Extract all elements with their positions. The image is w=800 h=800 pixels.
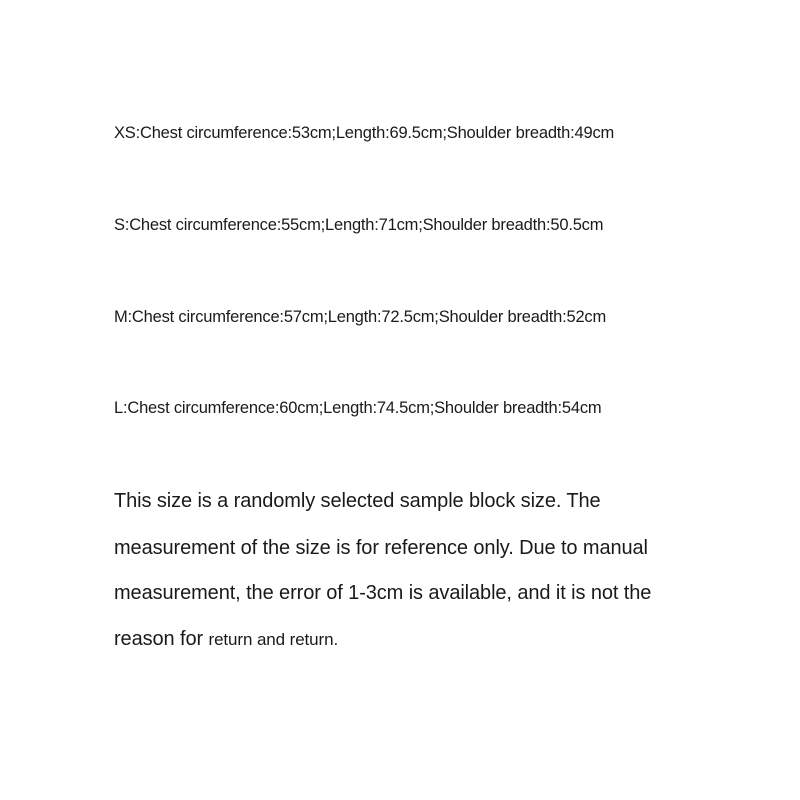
size-xs-measurements: XS:Chest circumference:53cm;Length:69.5cm;Shoulder breadth:49cm bbox=[114, 124, 615, 142]
disclaimer-line-1: This size is a randomly selected sample block size. The bbox=[114, 490, 601, 512]
disclaimer-line-2: measurement of the size is for reference only. Due to manual bbox=[114, 537, 648, 559]
size-s-measurements: S:Chest circumference:55cm;Length:71cm;Shoulder breadth:50.5cm bbox=[114, 216, 604, 234]
size-l-measurements: L:Chest circumference:60cm;Length:74.5cm;Shoulder breadth:54cm bbox=[114, 399, 602, 417]
disclaimer-line-4 bbox=[114, 627, 338, 652]
disclaimer-line-4-start: reason for bbox=[114, 628, 209, 650]
disclaimer-line-3: measurement, the error of 1-3cm is available, and it is not the bbox=[114, 582, 652, 604]
disclaimer-line-4-end: return and return. bbox=[208, 630, 339, 649]
size-m-measurements: M:Chest circumference:57cm;Length:72.5cm;Shoulder breadth:52cm bbox=[114, 308, 607, 326]
